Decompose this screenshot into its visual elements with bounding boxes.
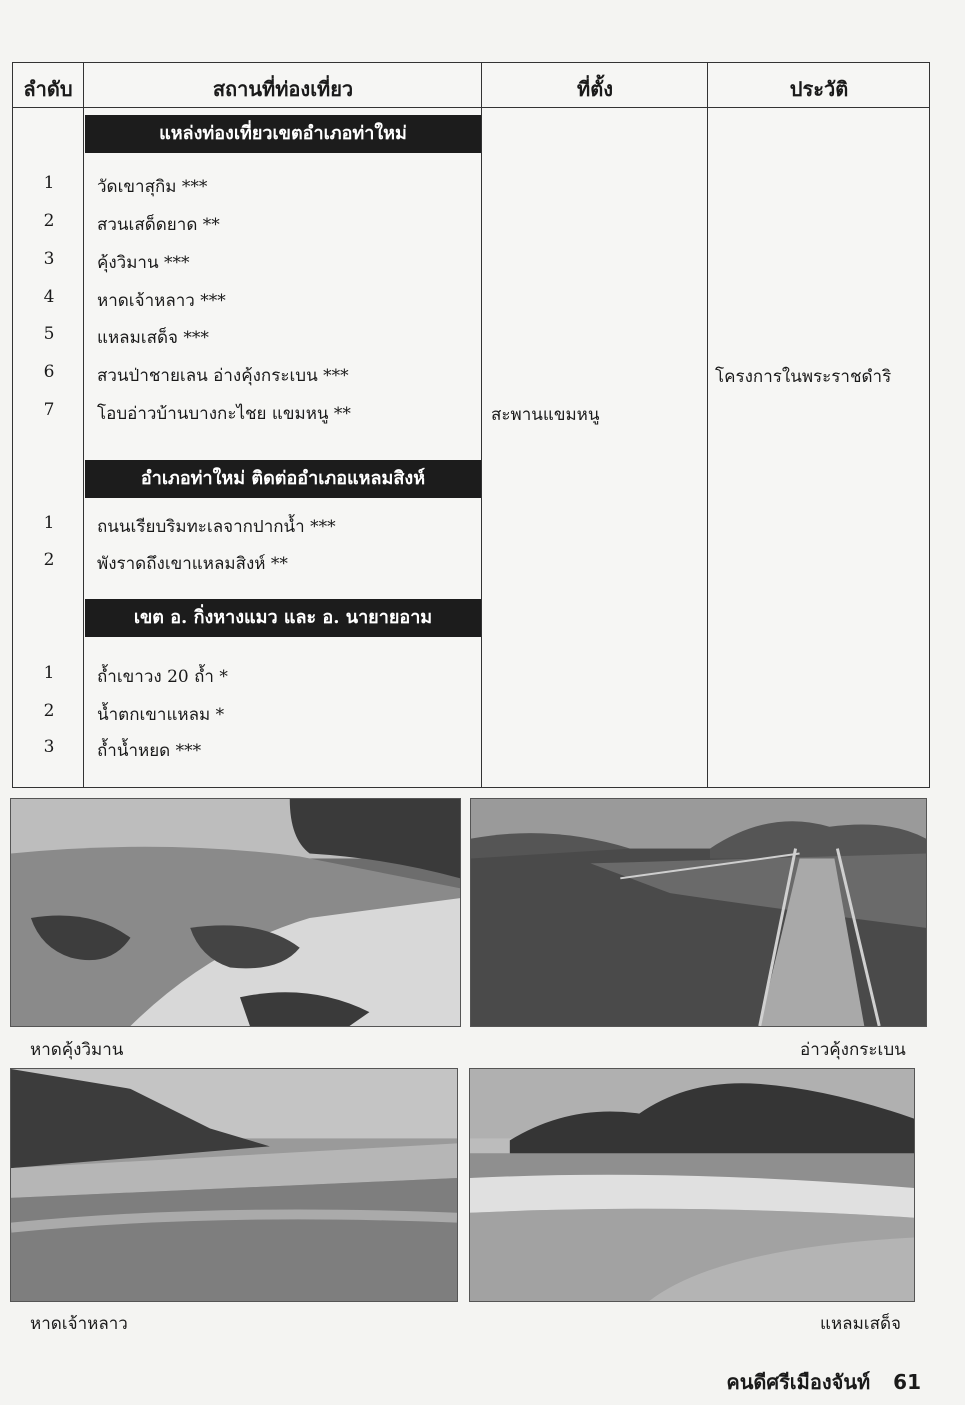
row-place-name: ถ้ำน้ำหยด *** bbox=[97, 741, 202, 761]
photo-caption: แหลมเสด็จ bbox=[820, 1314, 901, 1334]
row-number: 4 bbox=[43, 287, 55, 307]
row-place-name: น้ำตกเขาแหลม * bbox=[97, 705, 225, 725]
row-number: 1 bbox=[43, 513, 55, 533]
table-row bbox=[13, 362, 483, 392]
beach-rocks-photo bbox=[10, 798, 461, 1027]
boardwalk-photo bbox=[470, 798, 927, 1027]
row-place-name: แหลมเสด็จ *** bbox=[97, 328, 209, 348]
row-number: 2 bbox=[43, 211, 55, 231]
row-number: 2 bbox=[43, 701, 55, 721]
row-number: 2 bbox=[43, 550, 55, 570]
section-title: เขต อ. กิ่งหางแมว และ อ. นายายอาม bbox=[85, 599, 481, 637]
section-title: อำเภอท่าใหม่ ติดต่ออำเภอแหลมสิงห์ bbox=[85, 460, 481, 498]
table-row bbox=[13, 249, 483, 279]
row-place-name: โอบอ่าวบ้านบางกะไชย แขมหนู ** bbox=[97, 404, 351, 424]
header-order: ลำดับ bbox=[23, 77, 73, 101]
table-row bbox=[13, 173, 483, 203]
row-number: 3 bbox=[43, 249, 55, 269]
table-row bbox=[13, 287, 483, 317]
column-divider bbox=[707, 63, 708, 787]
table-row bbox=[13, 211, 483, 241]
row-number: 1 bbox=[43, 173, 55, 193]
photo-caption: หาดคุ้งวิมาน bbox=[30, 1040, 124, 1060]
table-row bbox=[13, 737, 483, 767]
row-number: 3 bbox=[43, 737, 55, 757]
row-place-name: สวนเสด็ดยาด ** bbox=[97, 215, 220, 235]
location-cell: สะพานแขมหนู bbox=[491, 405, 600, 425]
table-row bbox=[13, 400, 483, 430]
row-number: 1 bbox=[43, 663, 55, 683]
header-history: ประวัติ bbox=[789, 77, 849, 101]
table-row bbox=[13, 701, 483, 731]
row-number: 5 bbox=[43, 324, 55, 344]
row-place-name: หาดเจ้าหลาว *** bbox=[97, 291, 226, 311]
book-title: คนดีศรีเมืองจันท์ bbox=[726, 1370, 871, 1394]
row-place-name: ถนนเรียบริมทะเลจากปากน้ำ *** bbox=[97, 517, 336, 537]
photo-caption: อ่าวคุ้งกระเบน bbox=[800, 1040, 906, 1060]
table-row bbox=[13, 324, 483, 354]
row-place-name: คุ้งวิมาน *** bbox=[97, 253, 190, 273]
row-place-name: พังราดถึงเขาแหลมสิงห์ ** bbox=[97, 554, 288, 574]
table-row bbox=[13, 513, 483, 543]
header-divider bbox=[13, 107, 929, 108]
table-row bbox=[13, 550, 483, 580]
cape-beach-photo bbox=[469, 1068, 915, 1302]
photo-caption: หาดเจ้าหลาว bbox=[30, 1314, 128, 1334]
table-row bbox=[13, 663, 483, 693]
section-title: แหล่งท่องเที่ยวเขตอำเภอท่าใหม่ bbox=[85, 115, 481, 153]
beach-shore-photo bbox=[10, 1068, 458, 1302]
row-place-name: วัดเขาสุกิม *** bbox=[97, 177, 208, 197]
attractions-table bbox=[12, 62, 930, 788]
history-cell: โครงการในพระราชดำริ bbox=[715, 367, 892, 387]
header-location: ที่ตั้ง bbox=[577, 77, 613, 101]
row-place-name: ถ้ำเขาวง 20 ถ้ำ * bbox=[97, 667, 228, 687]
header-place: สถานที่ท่องเที่ยว bbox=[212, 77, 354, 101]
row-number: 7 bbox=[43, 400, 55, 420]
row-number: 6 bbox=[43, 362, 55, 382]
page-number: 61 bbox=[893, 1370, 921, 1394]
page-footer bbox=[726, 1366, 921, 1398]
row-place-name: สวนป่าชายเลน อ่างคุ้งกระเบน *** bbox=[97, 366, 349, 386]
